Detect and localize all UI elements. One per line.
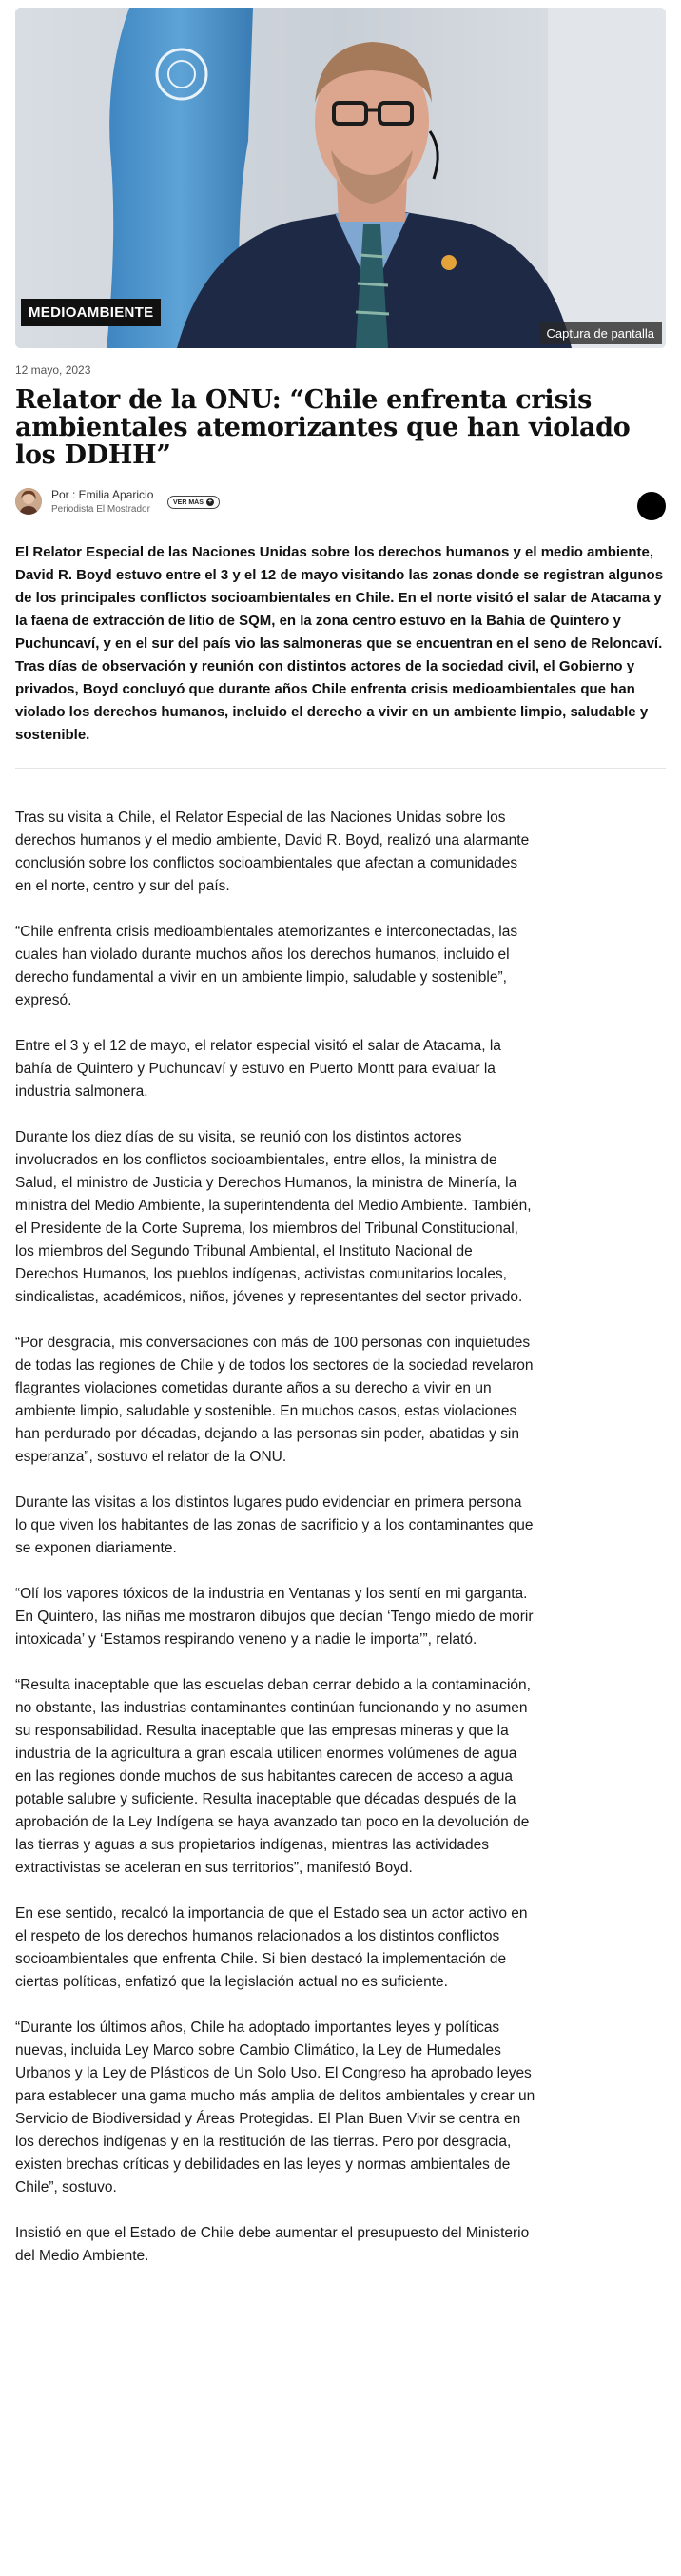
byline xyxy=(15,484,666,522)
author-role: Periodista El Mostrador xyxy=(51,504,150,515)
author-name[interactable]: Por : Emilia Aparicio xyxy=(51,488,154,501)
article-body xyxy=(15,807,536,2268)
section-tag[interactable]: MEDIOAMBIENTE xyxy=(21,299,161,326)
publish-date: 12 mayo, 2023 xyxy=(15,363,91,377)
share-button[interactable] xyxy=(637,492,666,520)
paragraph: Tras su visita a Chile, el Relator Especial de las Naciones Unidas sobre los derechos humanos y el medio ambiente, David R. Boyd, realizó una alarmante conclusión sobre los conflictos socioambientales que afectan a comunidades en el norte, centro y sur del país. xyxy=(15,810,530,894)
paragraph: “Olí los vapores tóxicos de la industria en Ventanas y los sentí en mi garganta. En Quintero, las niñas me mostraron dibujos que decían ‘Tengo miedo de morir intoxicada’ y ‘Estamos respirando veneno y a nadie le importa’”, relató. xyxy=(15,1586,534,1648)
paragraph: “Por desgracia, mis conversaciones con más de 100 personas con inquietudes de todas las regiones de Chile y de todos los sectores de la sociedad revelaron flagrantes violaciones cometidas durante años a su derecho a vivir en un ambiente limpio, saludable y sostenible. En muchos casos, estas violaciones han perdurado por décadas, dejando a las personas sin poder, abatidas y sin esperanza”, sostuvo el relator de la ONU. xyxy=(15,1335,534,1465)
paragraph: En ese sentido, recalcó la importancia de que el Estado sea un actor activo en el respeto de los derechos humanos relacionados a los distintos conflictos socioambientales que enfrenta Chile. Si bien destacó la implementación de ciertas políticas, enfatizó que la legislación actual no es suficiente. xyxy=(15,1905,528,1990)
author-info xyxy=(51,488,153,515)
author-avatar[interactable] xyxy=(15,488,42,515)
author-more-label: VER MÁS xyxy=(173,498,204,506)
paragraph: Durante los diez días de su visita, se reunió con los distintos actores involucrados en los conflictos socioambientales, entre ellos, la ministra de Salud, el ministro de Justicia y Derechos Humanos, la ministra de Minería, la ministra del Medio Ambiente, la superintendenta del Medio Ambiente. También, el Presidente de la Corte Suprema, los miembros del Tribunal Constitucional, los miembros del Segundo Tribunal Ambiental, el Instituto Nacional de Derechos Humanos, los pueblos indígenas, activistas comunitarios locales, sindicalistas, académicos, niños, jóvenes y representantes del sector privado. xyxy=(15,1129,532,1305)
paragraph: Durante las visitas a los distintos lugares pudo evidenciar en primera persona lo que viven los habitantes de las zonas de sacrificio y a los contaminantes que se exponen diariamente. xyxy=(15,1494,534,1556)
speaker-photo xyxy=(15,8,666,348)
article-title: Relator de la ONU: “Chile enfrenta crisis ambientales atemorizantes que han violado los DDHH” xyxy=(15,385,631,470)
paragraph: “Durante los últimos años, Chile ha adoptado importantes leyes y políticas nuevas, incluida Ley Marco sobre Cambio Climático, la Ley de Humedales Urbanos y la Ley de Plásticos de Un Solo Uso. El Congreso ha aprobado leyes para establecer una gama mucho más amplia de delitos ambientales y crear un Servicio de Biodiversidad y Áreas Protegidas. El Plan Buen Vivir se centra en los derechos indígenas y en la restitución de las tierras. Pero por desgracia, existen brechas críticas y debilidades en las leyes y normas ambientales de Chile”, sostuvo. xyxy=(15,2020,535,2195)
paragraph: “Chile enfrenta crisis medioambientales atemorizantes e interconectadas, las cuales han violado durante muchos años los derechos humanos, incluido el derecho fundamental a vivir en un ambiente limpio, saludable y sostenible”, expresó. xyxy=(15,924,518,1008)
paragraph: Insistió en que el Estado de Chile debe aumentar el presupuesto del Ministerio del Medio Ambiente. xyxy=(15,2225,530,2264)
plus-icon: + xyxy=(207,498,212,505)
paragraph: Entre el 3 y el 12 de mayo, el relator especial visitó el salar de Atacama, la bahía de Quintero y Puchuncaví y estuvo en Puerto Montt para evaluar la industria salmonera. xyxy=(15,1038,501,1100)
author-more-button[interactable] xyxy=(167,496,220,509)
image-caption: Captura de pantalla xyxy=(539,322,662,344)
hero-image[interactable] xyxy=(15,8,666,348)
article-lead: El Relator Especial de las Naciones Unidas sobre los derechos humanos y el medio ambiente, David R. Boyd estuvo entre el 3 y el 12 de mayo visitando las zonas donde se registran algunos de los principales conflictos socioambientales en Chile. En el norte visitó el salar de Atacama y la faena de extracción de litio de SQM, en la zona centro estuvo en la Bahía de Quintero y Puchuncaví, y en el sur del país vio las salmoneras que se encuentran en el seno de Reloncaví. Tras días de observación y reunión con distintos actores de la sociedad civil, el Gobierno y privados, Boyd concluyó que durante años Chile enfrenta crisis medioambientales que han violado los derechos humanos, incluido el derecho a vivir en un ambiente limpio, saludable y sostenible. xyxy=(15,541,666,769)
paragraph: “Resulta inaceptable que las escuelas deban cerrar debido a la contaminación, no obstante, las industrias contaminantes continúan funcionando y no asumen su responsabilidad. Resulta inaceptable que las empresas mineras y que la industria de la agricultura a gran escala utilicen enormes volúmenes de agua en las regiones donde muchos de sus habitantes carecen de acceso a agua potable salubre y suficiente. Resulta inaceptable que décadas después de la aprobación de la Ley Indígena se haya avanzado tan poco en la devolución de las tierras y aguas a sus propietarios indígenas, mientras las actividades extractivistas se aceleran en sus territorios”, manifestó Boyd. xyxy=(15,1677,531,1876)
